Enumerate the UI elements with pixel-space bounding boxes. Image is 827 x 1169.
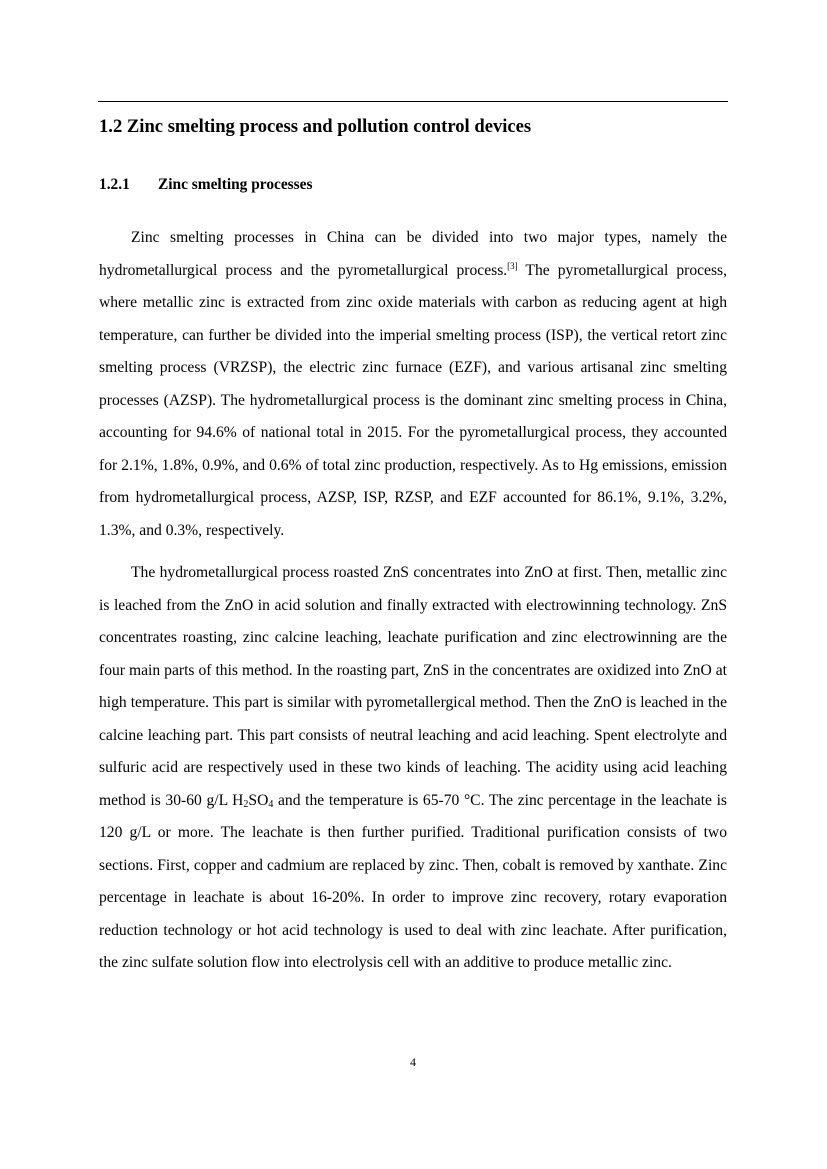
paragraph2-text-b: and the temperature is 65-70 °C. The zinc percentage in the leachate is 120 g/L or more. The leachate is then further purified. Traditional purification consists of two sections. First, copper and cadmium are replaced by zinc. Then, cobalt is removed by xanthate. Zinc percentage in leachate is about 16-20%. In order to improve zinc recovery, rotary evaporation reduction technology or hot acid technology is used to deal with zinc leachate. After purification, the zinc sulfate solution flow into electrolysis cell with an additive to produce metallic zinc. bbox=[99, 791, 727, 971]
paragraph-hydrometallurgical-process bbox=[99, 557, 727, 980]
citation-reference: [3] bbox=[507, 260, 518, 271]
paragraph2-text-a: The hydrometallurgical process roasted ZnS concentrates into ZnO at first. Then, metallic zinc is leached from the ZnO in acid solution and finally extracted with electrowinning technology. ZnS concentrates roasting, zinc calcine leaching, leachate purification and zinc electrowinning are the four main parts of this method. In the roasting part, ZnS in the concentrates are oxidized into ZnO at high temperature. This part is similar with pyrometallergical method. Then the ZnO is leached in the calcine leaching part. This part consists of neutral leaching and acid leaching. Spent electrolyte and sulfuric acid are respectively used in these two kinds of leaching. The acidity using acid leaching method is 30-60 g/L H bbox=[99, 564, 727, 809]
subsection-number: 1.2.1 bbox=[99, 176, 130, 193]
subsection-title: Zinc smelting processes bbox=[158, 176, 313, 193]
chem-subscript-4: 4 bbox=[268, 798, 274, 810]
subsection-heading bbox=[99, 175, 729, 195]
paragraph1-text-b: The pyrometallurgical process, where metallic zinc is extracted from zinc oxide materials with carbon as reducing agent at high temperature, can further be divided into the imperial smelting process (ISP), the vertical retort zinc smelting process (VRZSP), the electric zinc furnace (EZF), and various artisanal zinc smelting processes (AZSP). The hydrometallurgical process is the dominant zinc smelting process in China, accounting for 94.6% of national total in 2015. For the pyrometallurgical process, they accounted for 2.1%, 1.8%, 0.9%, and 0.6% of total zinc production, respectively. As to Hg emissions, emission from hydrometallurgical process, AZSP, ISP, RZSP, and EZF accounted for 86.1%, 9.1%, 3.2%, 1.3%, and 0.3%, respectively. bbox=[99, 261, 728, 539]
section-title: 1.2 Zinc smelting process and pollution control devices bbox=[99, 116, 532, 137]
chem-formula-so: SO bbox=[248, 791, 269, 809]
chem-subscript-2: 2 bbox=[243, 798, 249, 810]
header-rule bbox=[98, 101, 728, 102]
page-number: 4 bbox=[410, 1055, 416, 1069]
paragraph-zinc-smelting-types bbox=[99, 222, 727, 547]
paragraph1-text-a: Zinc smelting processes in China can be divided into two major types, namely the hydrometallurgical process and the pyrometallurgical process. bbox=[99, 229, 727, 279]
